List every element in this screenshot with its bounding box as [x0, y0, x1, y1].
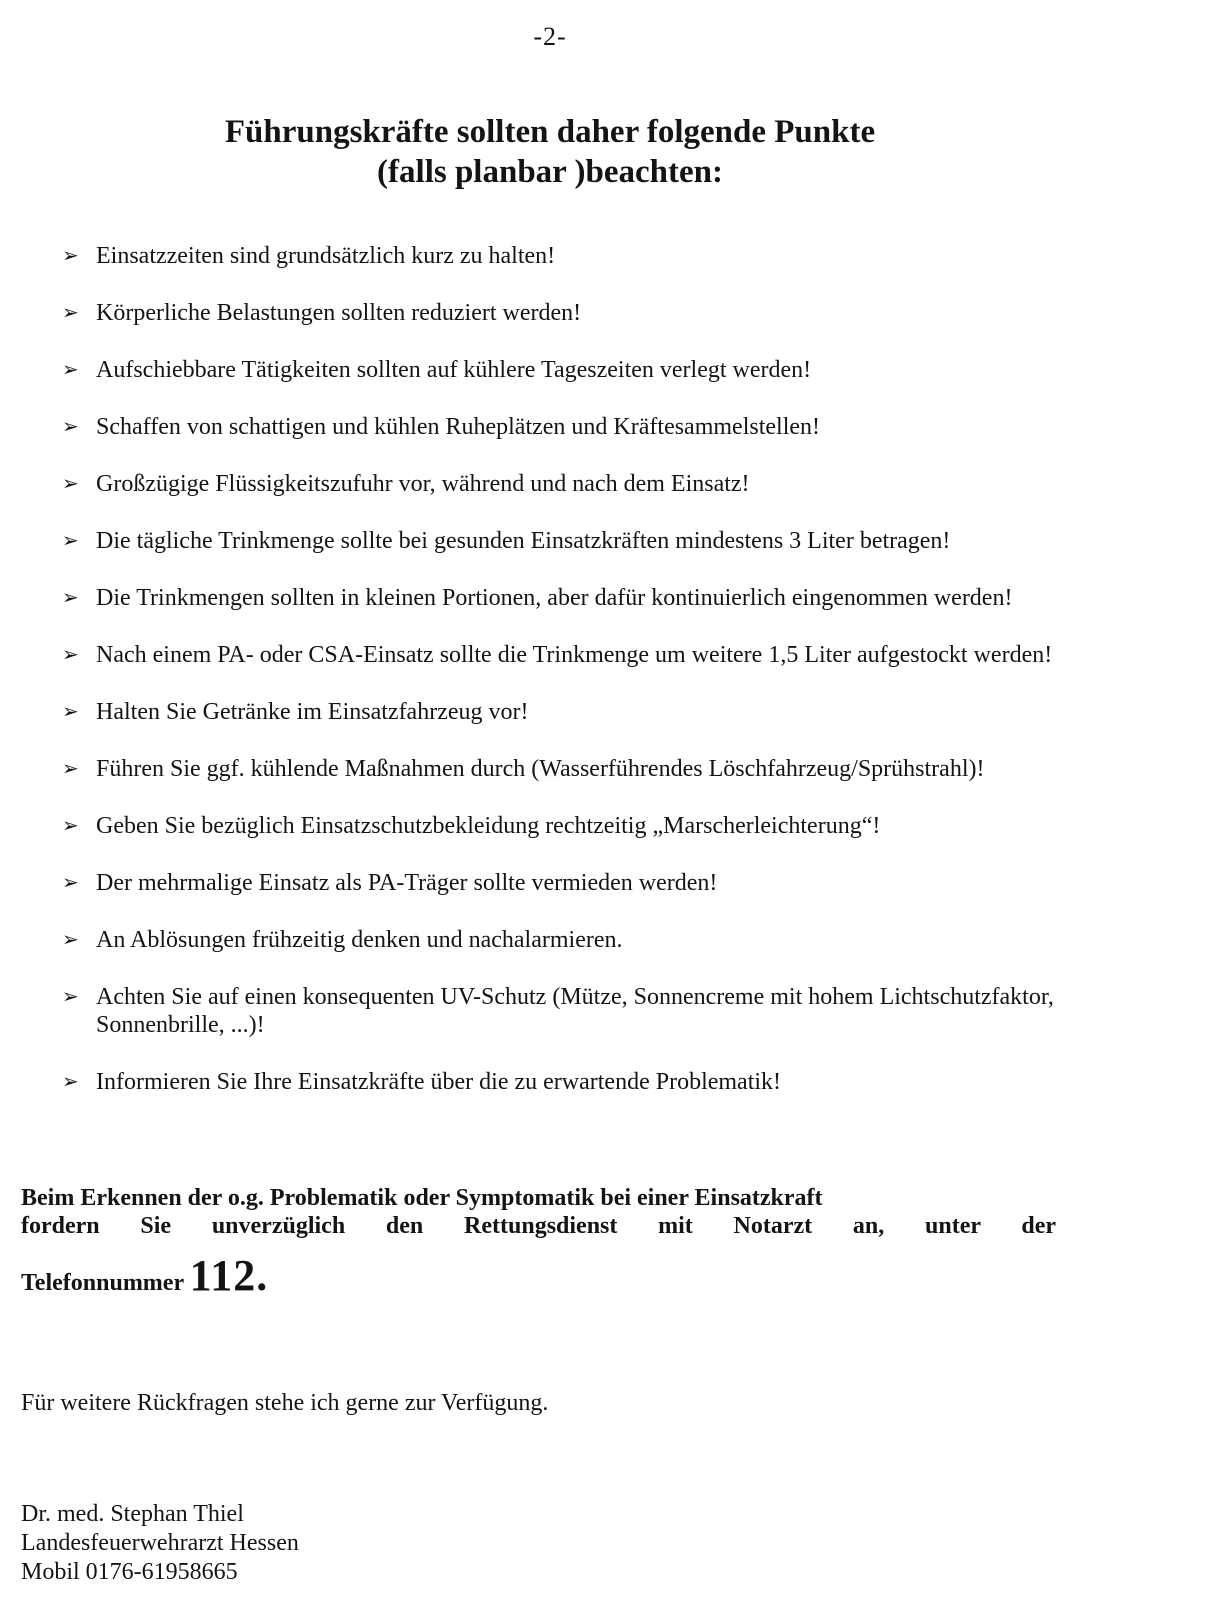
- list-item: [62, 698, 1202, 726]
- list-item: [62, 1068, 1202, 1096]
- list-item: [62, 242, 1202, 270]
- page-number: -2-: [533, 22, 567, 51]
- signature-title: Landesfeuerwehrarzt Hessen: [21, 1530, 299, 1556]
- arrow-bullet-icon: ➢: [62, 872, 79, 894]
- phone-label: Telefonnummer: [21, 1270, 190, 1296]
- heading-line-2: (falls planbar )beachten:: [377, 154, 723, 190]
- list-item-text: Schaffen von schattigen und kühlen Ruheplätzen und Kräftesammelstellen!: [96, 414, 821, 440]
- arrow-bullet-icon: ➢: [62, 986, 79, 1008]
- list-item: [62, 926, 1202, 954]
- arrow-bullet-icon: ➢: [62, 644, 79, 666]
- list-item-text: Einsatzzeiten sind grundsätzlich kurz zu halten!: [96, 243, 556, 269]
- arrow-bullet-icon: ➢: [62, 701, 79, 723]
- list-item: [62, 641, 1202, 669]
- arrow-bullet-icon: ➢: [62, 587, 79, 609]
- list-item-text: Der mehrmalige Einsatz als PA-Träger sollte vermieden werden!: [96, 870, 718, 896]
- arrow-bullet-icon: ➢: [62, 929, 79, 951]
- arrow-bullet-icon: ➢: [62, 245, 79, 267]
- emergency-phone: [21, 1250, 268, 1301]
- page-heading: [0, 112, 1100, 192]
- signature-mobile: Mobil 0176-61958665: [21, 1559, 238, 1585]
- arrow-bullet-icon: ➢: [62, 359, 79, 381]
- signature-block: [21, 1500, 299, 1587]
- emergency-notice-line-2: fordern Sie unverzüglich den Rettungsdienst mit Notarzt an, unter der: [21, 1213, 1056, 1239]
- list-item-text: Die tägliche Trinkmenge sollte bei gesunden Einsatzkräften mindestens 3 Liter betragen!: [96, 528, 951, 554]
- list-item-text: Großzügige Flüssigkeitszufuhr vor, während und nach dem Einsatz!: [96, 471, 750, 497]
- list-item-text: An Ablösungen frühzeitig denken und nachalarmieren.: [96, 927, 623, 953]
- list-item-text: Führen Sie ggf. kühlende Maßnahmen durch (Wasserführendes Löschfahrzeug/Sprühstrahl)!: [96, 756, 985, 782]
- arrow-bullet-icon: ➢: [62, 302, 79, 324]
- list-item-text: Achten Sie auf einen konsequenten UV-Schutz (Mütze, Sonnencreme mit hohem Lichtschutzfaktor, Sonnenbrille, ...)!: [96, 984, 1054, 1038]
- list-item: [62, 356, 1202, 384]
- list-item-text: Aufschiebbare Tätigkeiten sollten auf kühlere Tageszeiten verlegt werden!: [96, 357, 812, 383]
- arrow-bullet-icon: ➢: [62, 416, 79, 438]
- list-item: [62, 584, 1202, 612]
- arrow-bullet-icon: ➢: [62, 1071, 79, 1093]
- list-item-text: Körperliche Belastungen sollten reduziert werden!: [96, 300, 582, 326]
- heading-line-1: Führungskräfte sollten daher folgende Punkte: [224, 114, 876, 150]
- arrow-bullet-icon: ➢: [62, 758, 79, 780]
- emergency-notice-line-1: Beim Erkennen der o.g. Problematik oder Symptomatik bei einer Einsatzkraft: [21, 1185, 823, 1211]
- list-item-text: Die Trinkmengen sollten in kleinen Portionen, aber dafür kontinuierlich eingenommen werden!: [96, 585, 1013, 611]
- list-item-text: Halten Sie Getränke im Einsatzfahrzeug vor!: [96, 699, 529, 725]
- arrow-bullet-icon: ➢: [62, 530, 79, 552]
- recommendation-list: [62, 242, 1202, 1125]
- phone-number: 112.: [189, 1251, 269, 1300]
- list-item: [62, 299, 1202, 327]
- arrow-bullet-icon: ➢: [62, 473, 79, 495]
- list-item: [62, 812, 1202, 840]
- list-item: [62, 413, 1202, 441]
- list-item-text: Nach einem PA- oder CSA-Einsatz sollte die Trinkmenge um weitere 1,5 Liter aufgestockt werden!: [96, 642, 1053, 668]
- list-item: [62, 527, 1202, 555]
- list-item: [62, 755, 1202, 783]
- list-item: [62, 470, 1202, 498]
- list-item: [62, 983, 1056, 1039]
- signature-name: Dr. med. Stephan Thiel: [21, 1501, 244, 1527]
- list-item-text: Informieren Sie Ihre Einsatzkräfte über die zu erwartende Problematik!: [96, 1069, 782, 1095]
- closing-sentence: Für weitere Rückfragen stehe ich gerne zur Verfügung.: [21, 1390, 549, 1416]
- list-item: [62, 869, 1202, 897]
- list-item-text: Geben Sie bezüglich Einsatzschutzbekleidung rechtzeitig „Marscherleichterung“!: [96, 813, 881, 839]
- emergency-notice: [21, 1184, 1056, 1240]
- arrow-bullet-icon: ➢: [62, 815, 79, 837]
